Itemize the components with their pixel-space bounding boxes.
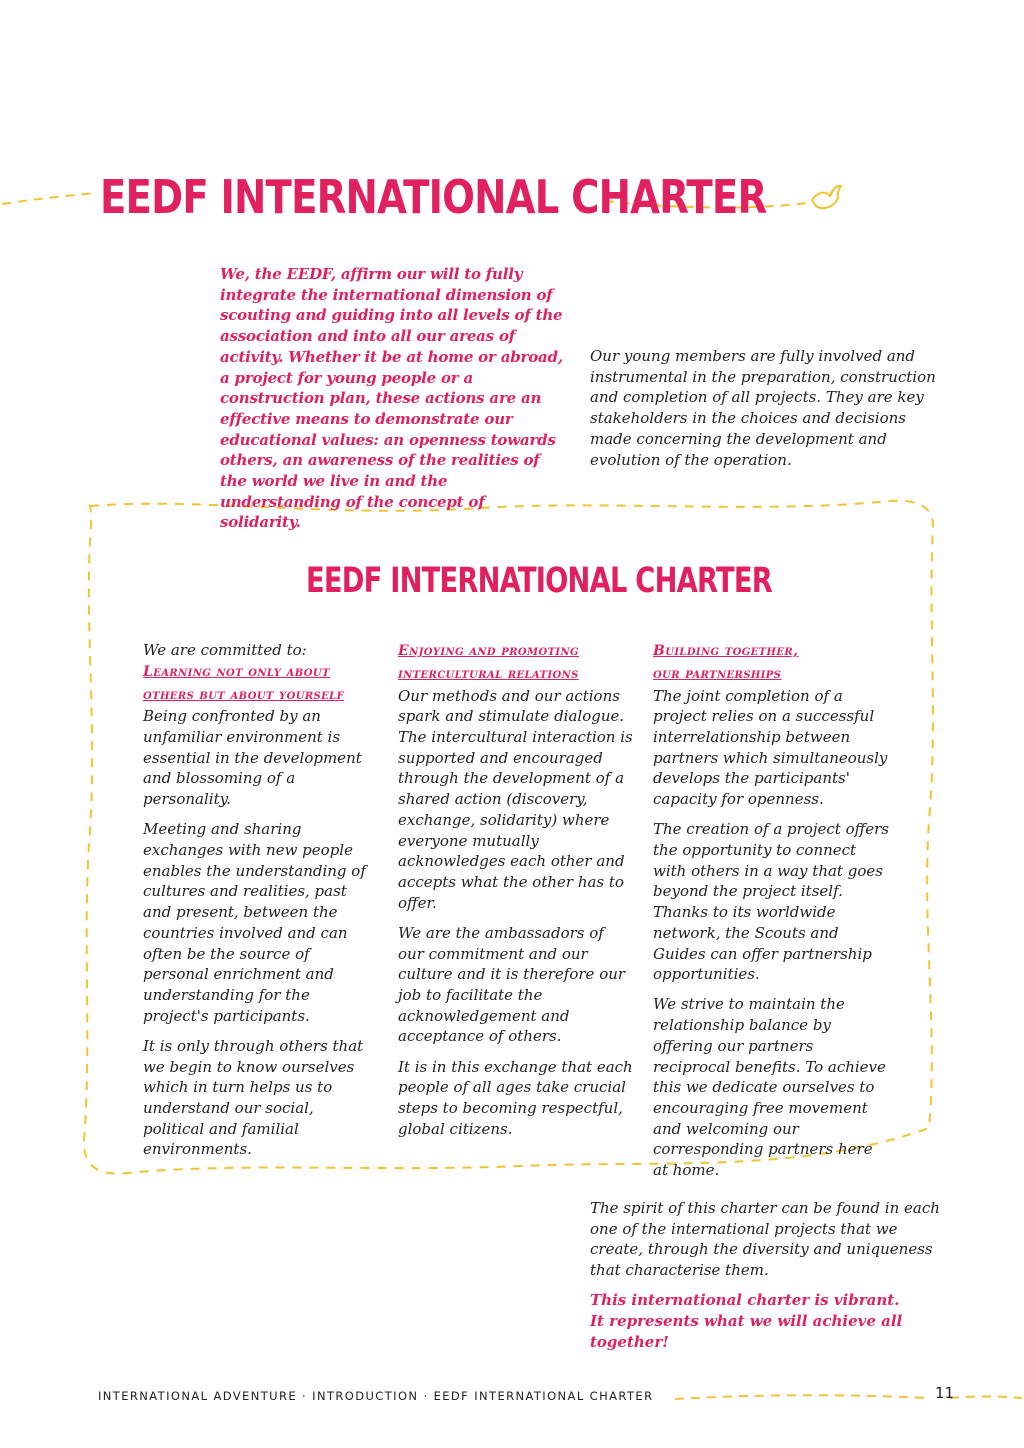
charter-column-partnerships [653, 640, 889, 1190]
column-paragraph: Our methods and our actions spark and stimulate dialogue. The intercultural interaction is supported and encouraged through the development of a shared action (discovery, exchange, solidarity) where everyone mutually acknowledges each other and accepts what the other has to offer. [398, 686, 633, 912]
footer-dashed-line [675, 1395, 930, 1399]
column-paragraph: It is only through others that we begin to know ourselves which in turn helps us to understand our social, political and familial environments. [143, 1036, 364, 1159]
column-heading-line-2: intercultural relations [398, 665, 579, 682]
closing-line-1: This international charter is vibrant. [590, 1291, 900, 1310]
outro-section [590, 1198, 950, 1352]
intro-left-text: We, the EEDF, affirm our will to fully integrate the international dimension of scouting and guiding into all levels of the association and into all our areas of activity. Whether it be at home or abroad, a project for young people or a construction plan, these actions are an effective means to demonstrate our educational values: an openness towards others, an awareness of the realities of the world we live in and the understanding of the concept of solidarity. [220, 265, 563, 532]
closing-line-2: It represents what we will achieve all together! [590, 1312, 903, 1351]
dove-icon [812, 186, 841, 208]
column-heading-line-1: Enjoying and promoting [398, 643, 579, 659]
outro-text: The spirit of this charter can be found in each one of the international projects that we create, through the diversity and uniqueness that characterise them. [590, 1199, 940, 1280]
column-paragraph: It is in this exchange that each people of all ages take crucial steps to becoming respectful, global citizens. [398, 1057, 633, 1138]
column-lead: We are committed to: [143, 641, 307, 659]
footer-dashed-line-end [950, 1397, 1022, 1399]
title-dashed-line-left [2, 193, 96, 204]
charter-box-title: EEDF INTERNATIONAL CHARTER [306, 561, 772, 601]
charter-column-intercultural [398, 640, 634, 1149]
column-paragraph: We strive to maintain the relationship balance by offering our partners reciprocal benefits. To achieve this we dedicate ourselves to encouraging free movement and welcoming our corresponding partners here at home. [653, 995, 886, 1180]
column-paragraph: Meeting and sharing exchanges with new people enables the understanding of cultures and realities, past and present, between the countries involved and can often be the source of personal enrichment and understanding for the project's participants. [143, 820, 366, 1025]
column-paragraph: We are the ambassadors of our commitment and our culture and it is therefore our job to facilitate the acknowledgement and acceptance of others. [398, 923, 626, 1046]
page-number: 11 [935, 1384, 955, 1402]
page-title: EEDF INTERNATIONAL CHARTER [100, 170, 767, 224]
column-heading-line-2: others but about yourself [143, 686, 345, 703]
column-paragraph: The joint completion of a project relies on a successful interrelationship between partners which simultaneously develops the participants' capacity for openness. [653, 686, 888, 809]
column-heading-line-2: our partnerships [653, 665, 782, 682]
footer-breadcrumb: INTERNATIONAL ADVENTURE · INTRODUCTION · EEDF INTERNATIONAL CHARTER [98, 1389, 654, 1403]
column-heading-line-1: Building together, [653, 643, 799, 659]
column-paragraph: The creation of a project offers the opportunity to connect with others in a way that goes beyond the project itself. Thanks to its worldwide network, the Scouts and Guides can offer partnership opportunities. [653, 820, 889, 984]
column-paragraph: Being confronted by an unfamiliar environment is essential in the development and blossoming of a personality. [143, 707, 362, 809]
charter-column-learning [143, 640, 379, 1170]
intro-right-text: Our young members are fully involved and instrumental in the preparation, construction and completion of all projects. They are key stakeholders in the choices and decisions made concerning the development and evolution of the operation. [590, 347, 936, 469]
column-heading-line-1: Learning not only about [143, 663, 330, 680]
